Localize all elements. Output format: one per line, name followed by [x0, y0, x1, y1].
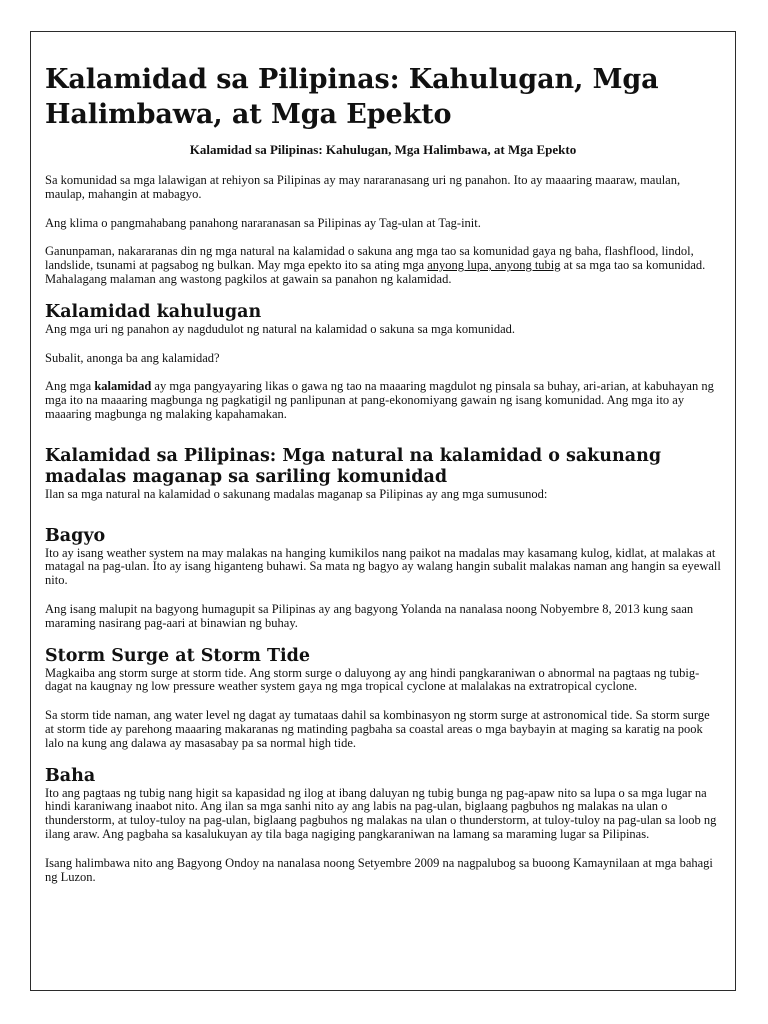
- natural-paragraph-1: Ilan sa mga natural na kalamidad o sakunang madalas maganap sa Pilipinas ay ang mga sumusunod:: [45, 486, 548, 501]
- heading-kalamidad-kahulugan: Kalamidad kahulugan: [45, 301, 262, 322]
- heading-natural-na-kalamidad: Kalamidad sa Pilipinas: Mga natural na kalamidad o sakunang madalas maganap sa sariling komunidad: [45, 445, 662, 487]
- baha-paragraph-1: Ito ang pagtaas ng tubig nang higit sa kapasidad ng ilog at ibang daluyan ng tubig bunga ng pag-apaw nito sa lupa o sa mga lugar na hindi karaniwang inaabot nito. Ang ilan sa mga sanhi nito ay ang labis na pag-ulan, biglaang pagbuhos ng malakas na ulan o thunderstorm, at tuloy-tuloy na pag-ulan, biglaang pagbuhos ng malakas na ulan o thunderstorm, at tuloy-tuloy na pag-ulan sa loob ng ilang araw. Ang pagbaha sa kasalukuyan ay tila baga nagiging pangkaraniwan na lamang sa maraming lugar sa Pilipinas.: [45, 785, 717, 841]
- heading-baha: Baha: [45, 765, 96, 786]
- page-subtitle: Kalamidad sa Pilipinas: Kahulugan, Mga Halimbawa, at Mga Epekto: [189, 142, 577, 157]
- intro-paragraph-3: [45, 245, 721, 273]
- bagyo-paragraph-2: Ang isang malupit na bagyong humagupit sa Pilipinas ay ang bagyong Yolanda na nanalasa noong Nobyembre 8, 2013 kung saan maraming nasirang pag-aari at binawian ng buhay.: [45, 601, 694, 630]
- kahulugan-text: ay mga pangyayaring likas o gawa ng tao na maaaring magdulot ng pinsala sa buhay, ari-arian, at kabuhayan ng mga ito na maaaring magbunga ng pagkatigil ng panlipunan at pang-ekonomiyang gawain ng isang komunidad. Ang mga ito ay maaaring magbunga ng malaking kapahamakan.: [45, 379, 714, 421]
- page-title: Kalamidad sa Pilipinas: Kahulugan, Mga Halimbawa, at Mga Epekto: [45, 64, 659, 130]
- bagyo-paragraph-1: Ito ay isang weather system na may malakas na hanging kumikilos nang paikot na madalas may kasamang kulog, kidlat, at malakas at matagal na pag-ulan. Ito ay isang higanteng buhawi. Sa mata ng bagyo ay walang hangin subalit malakas naman ang hangin sa eyewall nito.: [45, 545, 721, 588]
- kahulugan-paragraph-3: [45, 380, 721, 421]
- intro-text: at sa mga tao sa komunidad.: [560, 258, 706, 273]
- intro-text: Ganunpaman, nakararanas din ng mga natural na kalamidad o sakuna ang mga tao sa komunidad gaya ng baha, flashflood, lindol, landslide, tsunami at pagsabog ng bulkan. May mga epekto ito sa ating mga: [45, 244, 694, 273]
- spacer: [45, 517, 721, 526]
- heading-storm-surge: Storm Surge at Storm Tide: [45, 645, 311, 666]
- baha-paragraph-2: Isang halimbawa nito ang Bagyong Ondoy na nanalasa noong Setyembre 2009 na nagpalubog sa buoong Kamaynilaan at mga bahagi ng Luzon.: [45, 855, 713, 884]
- spacer: [45, 437, 721, 446]
- document-page: [30, 31, 736, 991]
- intro-paragraph-1: Sa komunidad sa mga lalawigan at rehiyon sa Pilipinas ay may nararanasang uri ng panahon. Ito ay maaaring maaraw, maulan, maulap, mahangin at mabagyo.: [45, 173, 681, 201]
- kalamidad-term: kalamidad: [94, 379, 152, 394]
- kahulugan-paragraph-2: Subalit, anonga ba ang kalamidad?: [45, 350, 220, 365]
- kahulugan-paragraph-1: Ang mga uri ng panahon ay nagdudulot ng natural na kalamidad o sakuna sa mga komunidad.: [45, 321, 516, 336]
- intro-paragraph-4: Mahalagang malaman ang wastong pagkilos at gawain sa panahon ng kalamidad.: [45, 271, 452, 286]
- anyong-lupa-tubig-link[interactable]: anyong lupa, anyong tubig: [427, 258, 561, 273]
- storm-surge-paragraph-1: Magkaiba ang storm surge at storm tide. Ang storm surge o daluyong ay ang hindi pangkaraniwan o abnormal na pagtaas ng tubig-dagat na kaugnay ng low pressure weather system gaya ng mga tropical cyclone at malalakas na extratropical cyclone.: [45, 665, 700, 694]
- kahulugan-text: Ang mga: [45, 379, 95, 394]
- intro-paragraph-2: Ang klima o pangmahabang panahong nararanasan sa Pilipinas ay Tag-ulan at Tag-init.: [45, 215, 481, 230]
- storm-surge-paragraph-2: Sa storm tide naman, ang water level ng dagat ay tumataas dahil sa kombinasyon ng storm surge at astronomical tide. Sa storm surge at storm tide ay parehong maaaring makaranas ng matinding pagbaha sa coastal areas o mga baybayin at maging sa karatig na pook lalo na kung ang dalawa ay masasabay pa sa normal high tide.: [45, 708, 710, 750]
- heading-bagyo: Bagyo: [45, 525, 106, 546]
